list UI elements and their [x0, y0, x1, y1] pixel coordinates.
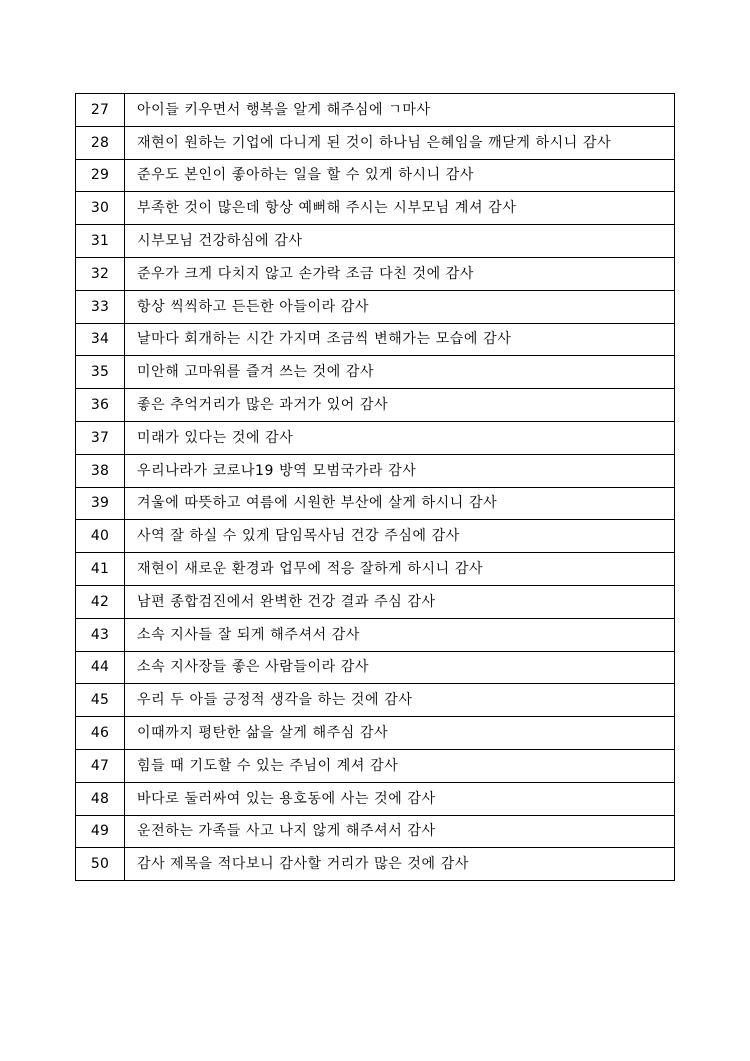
- table-row: [76, 815, 675, 848]
- row-number: 44: [76, 651, 125, 684]
- table-row: [76, 421, 675, 454]
- row-number: 33: [76, 290, 125, 323]
- gratitude-text: 남편 종합검진에서 완벽한 건강 결과 주심 감사: [125, 585, 675, 618]
- table-row: [76, 782, 675, 815]
- table-row: [76, 684, 675, 717]
- table-row: [76, 389, 675, 422]
- table-row: [76, 126, 675, 159]
- gratitude-text: 시부모님 건강하심에 감사: [125, 225, 675, 258]
- row-number: 27: [76, 94, 125, 127]
- gratitude-text: 힘들 때 기도할 수 있는 주님이 계셔 감사: [125, 749, 675, 782]
- table-row: [76, 94, 675, 127]
- table-row: [76, 356, 675, 389]
- table-row: [76, 749, 675, 782]
- gratitude-text: 감사 제목을 적다보니 감사할 거리가 많은 것에 감사: [125, 848, 675, 881]
- row-number: 50: [76, 848, 125, 881]
- row-number: 48: [76, 782, 125, 815]
- gratitude-text: 부족한 것이 많은데 항상 예뻐해 주시는 시부모님 계셔 감사: [125, 192, 675, 225]
- gratitude-text: 우리나라가 코로나19 방역 모범국가라 감사: [125, 454, 675, 487]
- row-number: 28: [76, 126, 125, 159]
- gratitude-text: 준우가 크게 다치지 않고 손가락 조금 다친 것에 감사: [125, 257, 675, 290]
- gratitude-text: 아이들 키우면서 행복을 알게 해주심에 ㄱ마사: [125, 94, 675, 127]
- row-number: 46: [76, 717, 125, 750]
- gratitude-text: 겨울에 따뜻하고 여름에 시원한 부산에 살게 하시니 감사: [125, 487, 675, 520]
- table-row: [76, 159, 675, 192]
- row-number: 31: [76, 225, 125, 258]
- gratitude-text: 항상 씩씩하고 든든한 아들이라 감사: [125, 290, 675, 323]
- gratitude-text: 이때까지 평탄한 삶을 살게 해주심 감사: [125, 717, 675, 750]
- table-row: [76, 717, 675, 750]
- gratitude-text: 날마다 회개하는 시간 가지며 조금씩 변해가는 모습에 감사: [125, 323, 675, 356]
- row-number: 41: [76, 553, 125, 586]
- table-row: [76, 651, 675, 684]
- gratitude-text: 미안해 고마워를 즐겨 쓰는 것에 감사: [125, 356, 675, 389]
- row-number: 47: [76, 749, 125, 782]
- gratitude-table-body: [76, 94, 675, 881]
- row-number: 35: [76, 356, 125, 389]
- row-number: 39: [76, 487, 125, 520]
- row-number: 38: [76, 454, 125, 487]
- table-row: [76, 225, 675, 258]
- gratitude-text: 재현이 원하는 기업에 다니게 된 것이 하나님 은혜임을 깨닫게 하시니 감사: [125, 126, 675, 159]
- table-row: [76, 290, 675, 323]
- row-number: 40: [76, 520, 125, 553]
- gratitude-text: 소속 지사들 잘 되게 해주셔서 감사: [125, 618, 675, 651]
- row-number: 42: [76, 585, 125, 618]
- gratitude-text: 준우도 본인이 좋아하는 일을 할 수 있게 하시니 감사: [125, 159, 675, 192]
- row-number: 32: [76, 257, 125, 290]
- row-number: 49: [76, 815, 125, 848]
- table-row: [76, 848, 675, 881]
- gratitude-text: 소속 지사장들 좋은 사람들이라 감사: [125, 651, 675, 684]
- table-row: [76, 553, 675, 586]
- row-number: 29: [76, 159, 125, 192]
- row-number: 34: [76, 323, 125, 356]
- table-row: [76, 257, 675, 290]
- table-row: [76, 618, 675, 651]
- gratitude-text: 운전하는 가족들 사고 나지 않게 해주셔서 감사: [125, 815, 675, 848]
- table-row: [76, 487, 675, 520]
- table-row: [76, 520, 675, 553]
- gratitude-text: 미래가 있다는 것에 감사: [125, 421, 675, 454]
- table-row: [76, 585, 675, 618]
- gratitude-text: 사역 잘 하실 수 있게 담임목사님 건강 주심에 감사: [125, 520, 675, 553]
- gratitude-text: 재현이 새로운 환경과 업무에 적응 잘하게 하시니 감사: [125, 553, 675, 586]
- row-number: 45: [76, 684, 125, 717]
- gratitude-text: 좋은 추억거리가 많은 과거가 있어 감사: [125, 389, 675, 422]
- table-row: [76, 323, 675, 356]
- row-number: 30: [76, 192, 125, 225]
- gratitude-text: 우리 두 아들 긍정적 생각을 하는 것에 감사: [125, 684, 675, 717]
- table-row: [76, 192, 675, 225]
- row-number: 36: [76, 389, 125, 422]
- gratitude-text: 바다로 둘러싸여 있는 용호동에 사는 것에 감사: [125, 782, 675, 815]
- row-number: 43: [76, 618, 125, 651]
- row-number: 37: [76, 421, 125, 454]
- table-row: [76, 454, 675, 487]
- gratitude-table: [75, 93, 675, 881]
